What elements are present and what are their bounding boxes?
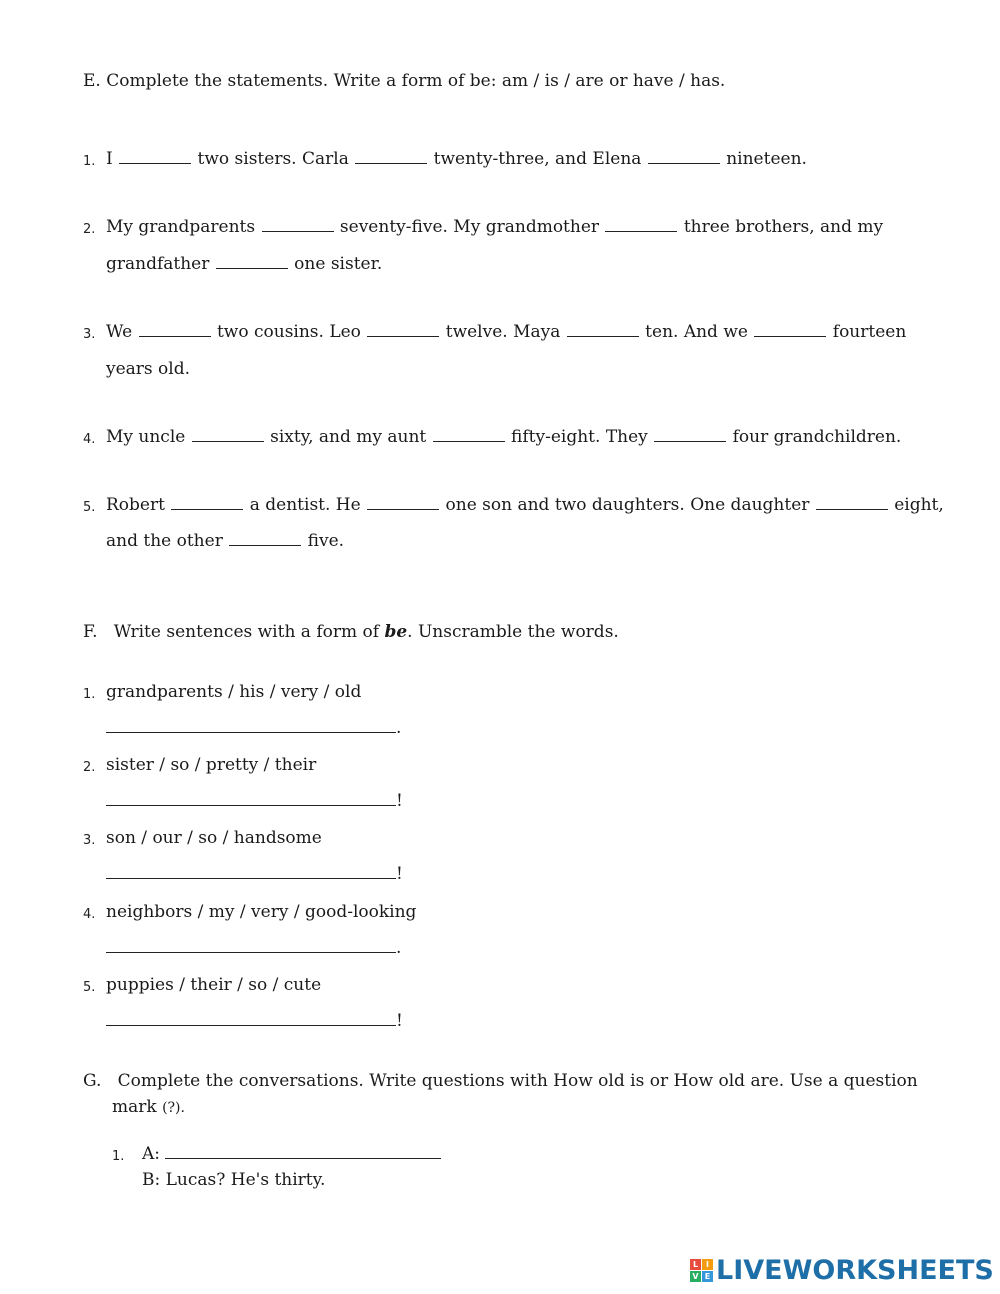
section-g-heading-small: (?). xyxy=(162,1100,185,1116)
answer-line xyxy=(106,938,401,958)
section-e-item-number: 3. xyxy=(83,327,96,342)
section-g-heading xyxy=(83,1071,918,1091)
statement-text: seventy-five. My grandmother xyxy=(334,217,605,237)
answer-line xyxy=(106,1011,403,1031)
section-e-item-line xyxy=(106,322,906,342)
answer-blank[interactable] xyxy=(106,951,396,953)
answer-blank[interactable] xyxy=(754,335,826,337)
answer-line xyxy=(106,791,403,811)
statement-text: two sisters. Carla xyxy=(192,149,355,169)
statement-text: twenty-three, and Elena xyxy=(428,149,647,169)
section-f-item-number: 1. xyxy=(83,687,96,702)
answer-blank[interactable] xyxy=(192,440,264,442)
answer-line xyxy=(106,864,403,884)
section-f-item-number: 2. xyxy=(83,760,96,775)
answer-blank[interactable] xyxy=(567,335,639,337)
answer-blank[interactable] xyxy=(648,162,720,164)
statement-text: years old. xyxy=(106,359,191,379)
answer-end-punctuation: . xyxy=(396,938,402,958)
section-f-heading-pre: Write sentences with a form of xyxy=(113,622,385,642)
section-f-heading-bold: be xyxy=(384,622,408,642)
statement-text: My grandparents xyxy=(106,217,261,237)
answer-blank[interactable] xyxy=(229,544,301,546)
section-g-item-number: 1. xyxy=(112,1149,125,1164)
unscramble-prompt: grandparents / his / very / old xyxy=(106,682,362,702)
section-g-answer-blank[interactable] xyxy=(165,1157,441,1159)
section-e-item-number: 4. xyxy=(83,432,96,447)
section-e-item-number: 1. xyxy=(83,154,96,169)
section-f-item-number: 3. xyxy=(83,833,96,848)
section-e-item-line xyxy=(106,254,382,274)
answer-blank[interactable] xyxy=(106,877,396,879)
section-f-letter: F. xyxy=(83,622,98,642)
section-g-heading-line1: Complete the conversations. Write questions with How old is or How old are. Use a question xyxy=(117,1071,918,1091)
statement-text: grandfather xyxy=(106,254,215,274)
statement-text: one sister. xyxy=(288,254,383,274)
answer-blank[interactable] xyxy=(119,162,191,164)
logo-text: LIVEWORKSHEETS xyxy=(716,1254,994,1286)
statement-text: My uncle xyxy=(106,427,191,447)
section-e-heading: E. Complete the statements. Write a form of be: am / is / are or have / has. xyxy=(83,71,726,91)
section-f-heading-post: . Unscramble the words. xyxy=(407,622,619,642)
statement-text: four grandchildren. xyxy=(727,427,902,447)
answer-blank[interactable] xyxy=(106,731,396,733)
statement-text: and the other xyxy=(106,531,229,551)
answer-end-punctuation: ! xyxy=(396,1011,403,1031)
section-e-item-line xyxy=(106,495,944,515)
statement-text: I xyxy=(106,149,119,169)
answer-blank[interactable] xyxy=(139,335,211,337)
answer-blank[interactable] xyxy=(816,508,888,510)
answer-line xyxy=(106,718,401,738)
section-e-item-line xyxy=(106,217,883,237)
statement-text: one son and two daughters. One daughter xyxy=(440,495,815,515)
section-g-item-b: B: Lucas? He's thirty. xyxy=(142,1170,326,1190)
answer-end-punctuation: ! xyxy=(396,864,403,884)
statement-text: fifty-eight. They xyxy=(505,427,654,447)
statement-text: three brothers, and my xyxy=(678,217,884,237)
logo-tiles-icon xyxy=(690,1259,713,1282)
answer-blank[interactable] xyxy=(262,230,334,232)
section-e-item-number: 5. xyxy=(83,500,96,515)
unscramble-prompt: neighbors / my / very / good-looking xyxy=(106,902,417,922)
unscramble-prompt: puppies / their / so / cute xyxy=(106,975,322,995)
statement-text: Robert xyxy=(106,495,171,515)
statement-text: ten. And we xyxy=(639,322,754,342)
answer-blank[interactable] xyxy=(355,162,427,164)
statement-text: fourteen xyxy=(827,322,907,342)
section-e-item-number: 2. xyxy=(83,222,96,237)
section-e-item-line xyxy=(106,359,190,379)
statement-text: sixty, and my aunt xyxy=(264,427,432,447)
statement-text: twelve. Maya xyxy=(440,322,566,342)
section-e-item-line xyxy=(106,149,807,169)
section-e-item-line xyxy=(106,531,344,551)
section-f-item-number: 4. xyxy=(83,907,96,922)
logo-tile: E xyxy=(702,1271,713,1282)
section-g-a-label: A: xyxy=(142,1144,161,1164)
answer-blank[interactable] xyxy=(367,508,439,510)
section-e-item-line xyxy=(106,427,901,447)
unscramble-prompt: son / our / so / handsome xyxy=(106,828,322,848)
unscramble-prompt: sister / so / pretty / their xyxy=(106,755,317,775)
section-f-item-number: 5. xyxy=(83,980,96,995)
section-f-heading xyxy=(83,622,619,642)
logo-tile: L xyxy=(690,1259,701,1270)
answer-blank[interactable] xyxy=(106,804,396,806)
answer-blank[interactable] xyxy=(106,1024,396,1026)
statement-text: two cousins. Leo xyxy=(211,322,367,342)
liveworksheets-logo xyxy=(690,1252,994,1288)
answer-end-punctuation: ! xyxy=(396,791,403,811)
statement-text: nineteen. xyxy=(720,149,807,169)
section-g-heading-line2 xyxy=(112,1097,185,1117)
statement-text: five. xyxy=(302,531,345,551)
logo-tile: V xyxy=(690,1271,701,1282)
statement-text: We xyxy=(106,322,138,342)
section-g-letter: G. xyxy=(83,1071,102,1091)
section-g-heading-mark: mark xyxy=(112,1097,163,1117)
answer-end-punctuation: . xyxy=(396,718,402,738)
answer-blank[interactable] xyxy=(216,267,288,269)
answer-blank[interactable] xyxy=(367,335,439,337)
answer-blank[interactable] xyxy=(605,230,677,232)
answer-blank[interactable] xyxy=(654,440,726,442)
answer-blank[interactable] xyxy=(433,440,505,442)
logo-tile: I xyxy=(702,1259,713,1270)
statement-text: eight, xyxy=(888,495,944,515)
statement-text: a dentist. He xyxy=(244,495,367,515)
section-g-item-a xyxy=(142,1144,441,1164)
answer-blank[interactable] xyxy=(171,508,243,510)
